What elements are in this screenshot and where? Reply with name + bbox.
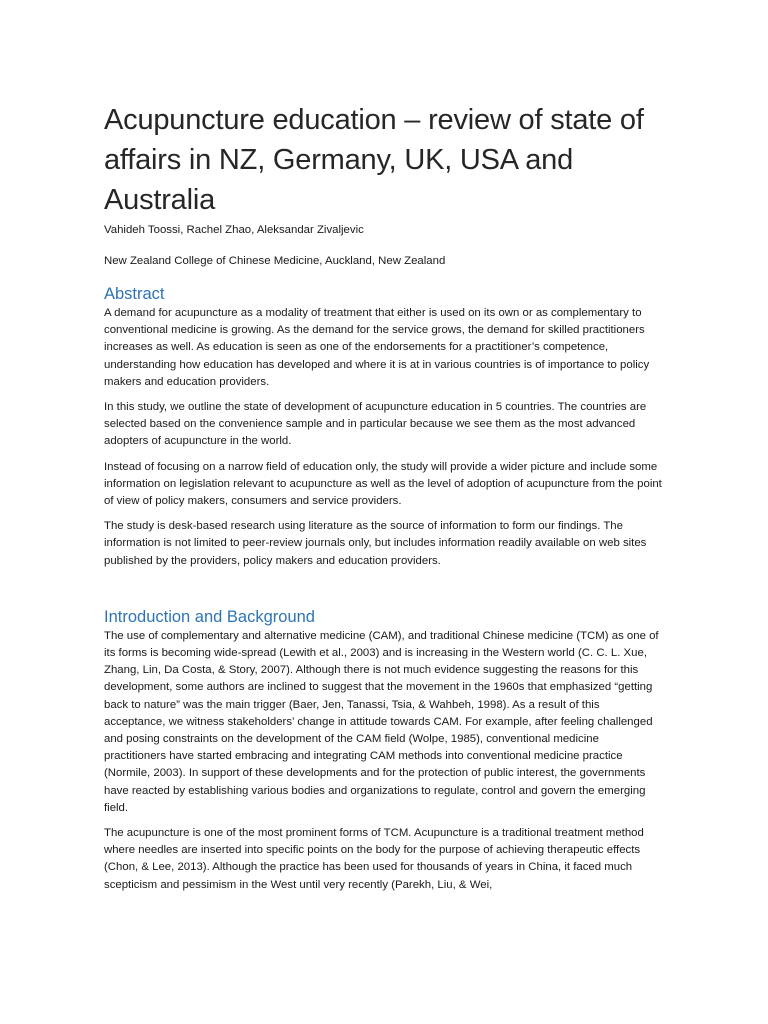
affiliation: New Zealand College of Chinese Medicine, Auckland, New Zealand [104, 255, 446, 267]
abstract-heading: Abstract [104, 285, 165, 303]
document-page [104, 100, 664, 894]
abstract-paragraph-2: In this study, we outline the state of development of acupuncture education in 5 countries. The countries are selected based on the convenience sample and in particular because we see them as the most advanced adopters of acupuncture in the world. [104, 401, 647, 448]
introduction-section [104, 606, 664, 894]
abstract-paragraph-4: The study is desk-based research using literature as the source of information to form our findings. The information is not limited to peer-review journals only, but includes information readily available on web sites published by the providers, policy makers and education providers. [104, 520, 647, 567]
introduction-heading: Introduction and Background [104, 607, 315, 626]
author-list: Vahideh Toossi, Rachel Zhao, Aleksandar Zivaljevic [104, 224, 364, 236]
introduction-paragraph-2: The acupuncture is one of the most prominent forms of TCM. Acupuncture is a traditional treatment method where needles are inserted into specific points on the body for the purpose of achieving therapeutic effects (Chon, & Lee, 2013). Although the practice has been used for thousands of years in China, it faced much scepticism and pessimism in the West until very recently (Parekh, Liu, & Wei, [104, 827, 644, 891]
paper-title: Acupuncture education – review of state of affairs in NZ, Germany, UK, USA and Australia [104, 104, 644, 216]
abstract-paragraph-3: Instead of focusing on a narrow field of education only, the study will provide a wider picture and include some information on legislation relevant to acupuncture as well as the level of adoption of acupuncture from the point of view of policy makers, consumers and service providers. [104, 460, 662, 508]
abstract-section [104, 283, 664, 570]
introduction-paragraph-1: The use of complementary and alternative medicine (CAM), and traditional Chinese medicine (TCM) as one of its forms is becoming wide-spread (Lewith et al., 2003) and is increasing in the Western world (C. C. L. Xue, Zhang, Lin, Da Costa, & Story, 2007). Although there is not much evidence suggesting the reasons for this development, some authors are inclined to suggest that the movement in the 1960s that emphasized “getting back to nature” was the main trigger (Baer, Jen, Tanassi, Tsia, & Wahbeh, 1998). As a result of this acceptance, we witness stakeholders’ change in attitude towards CAM. For example, after feeling challenged and posing constraints on the development of the CAM field (Wolpe, 1985), conventional medicine practitioners have started embracing and integrating CAM methods into conventional medicine practice (Normile, 2003). In support of these developments and for the protection of public interest, the governments have reacted by establishing various bodies and organizations to regulate, control and govern the emerging field. [104, 629, 659, 814]
abstract-paragraph-1: A demand for acupuncture as a modality of treatment that either is used on its own or as complementary to conventional medicine is growing. As the demand for the service grows, the demand for skilled practitioners increases as well. As education is seen as one of the endorsements for a practitioner’s competence, understanding how education has developed and where it is at in various countries is of importance to policy makers and education providers. [104, 307, 650, 388]
